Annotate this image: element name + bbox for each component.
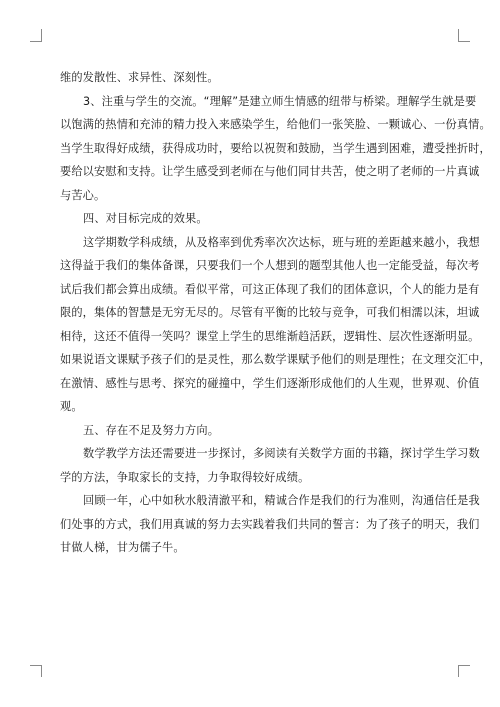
text-line: 数学教学方法还需要进一步探讨，多阅读有关数学方面的书籍，探讨学生学习数 bbox=[83, 447, 480, 460]
text-line: 当学生取得好成绩，获得成功时，要给以祝贺和鼓励，当学生遇到困难，遭受挫折时， bbox=[60, 141, 491, 155]
text-line: 以饱满的热情和充沛的精力投入来感染学生，给他们一张笑脸、一颗诚心、一份真情。 bbox=[60, 118, 491, 131]
crop-mark-bottom-right-v bbox=[458, 665, 459, 677]
crop-mark-top-left-h bbox=[30, 41, 42, 42]
text-line: 维的发散性、求异性、深刻性。 bbox=[60, 71, 219, 84]
text-line: 观。 bbox=[60, 400, 83, 413]
document-body bbox=[60, 66, 491, 560]
text-line: 相待，这还不值得一笑吗？课堂上学生的思维渐趋活跃，逻辑性、层次性逐渐明显。 bbox=[60, 329, 480, 343]
text-line: 3、注重与学生的交流。“理解”是建立师生情感的纽带与桥梁。理解学生就是要 bbox=[83, 94, 477, 108]
text-line: 甘做人梯，甘为儒子牛。 bbox=[60, 541, 185, 554]
text-line: 回顾一年，心中如秋水般清澈平和，精诚合作是我们的行为准则，沟通信任是我 bbox=[83, 494, 480, 507]
text-line: 试后我们都会算出成绩。看似平常，可这正体现了我们的团体意识，个人的能力是有 bbox=[60, 282, 480, 296]
text-line: 们处事的方式，我们用真诚的努力去实践着我们共同的誓言：为了孩子的明天，我们 bbox=[60, 517, 480, 531]
crop-mark-top-right-h bbox=[458, 41, 470, 42]
text-line: 这学期数学科成绩，从及格率到优秀率次次达标，班与班的差距越来越小，我想 bbox=[83, 235, 480, 249]
section-heading: 五、存在不足及努力方向。 bbox=[83, 423, 220, 437]
crop-mark-bottom-left-v bbox=[41, 665, 42, 677]
crop-mark-top-right-v bbox=[458, 29, 459, 41]
text-line: 这得益于我们的集体备课，只要我们一个人想到的题型其他人也一定能受益，每次考 bbox=[60, 259, 480, 272]
text-line: 与苦心。 bbox=[60, 188, 106, 202]
text-line: 学的方法，争取家长的支持，力争取得较好成绩。 bbox=[60, 470, 310, 484]
text-line: 在激情、感性与思考、探究的碰撞中，学生们逐渐形成他们的人生观，世界观、价值 bbox=[60, 376, 480, 390]
text-line: 限的，集体的智慧是无穷无尽的。尽管有平衡的比较与竞争，可我们相濡以沫，坦诚 bbox=[60, 306, 480, 319]
text-line: 如果说语文课赋予孩子们的是灵性，那么数学课赋予他们的则是理性；在文理交汇中， bbox=[60, 353, 491, 366]
section-heading: 四、对目标完成的效果。 bbox=[83, 212, 208, 225]
text-line: 要给以安慰和支持。让学生感受到老师在与他们同甘共苦，使之明了老师的一片真诚 bbox=[60, 165, 480, 178]
crop-mark-top-left-v bbox=[41, 29, 42, 41]
crop-mark-bottom-right-h bbox=[458, 665, 470, 666]
